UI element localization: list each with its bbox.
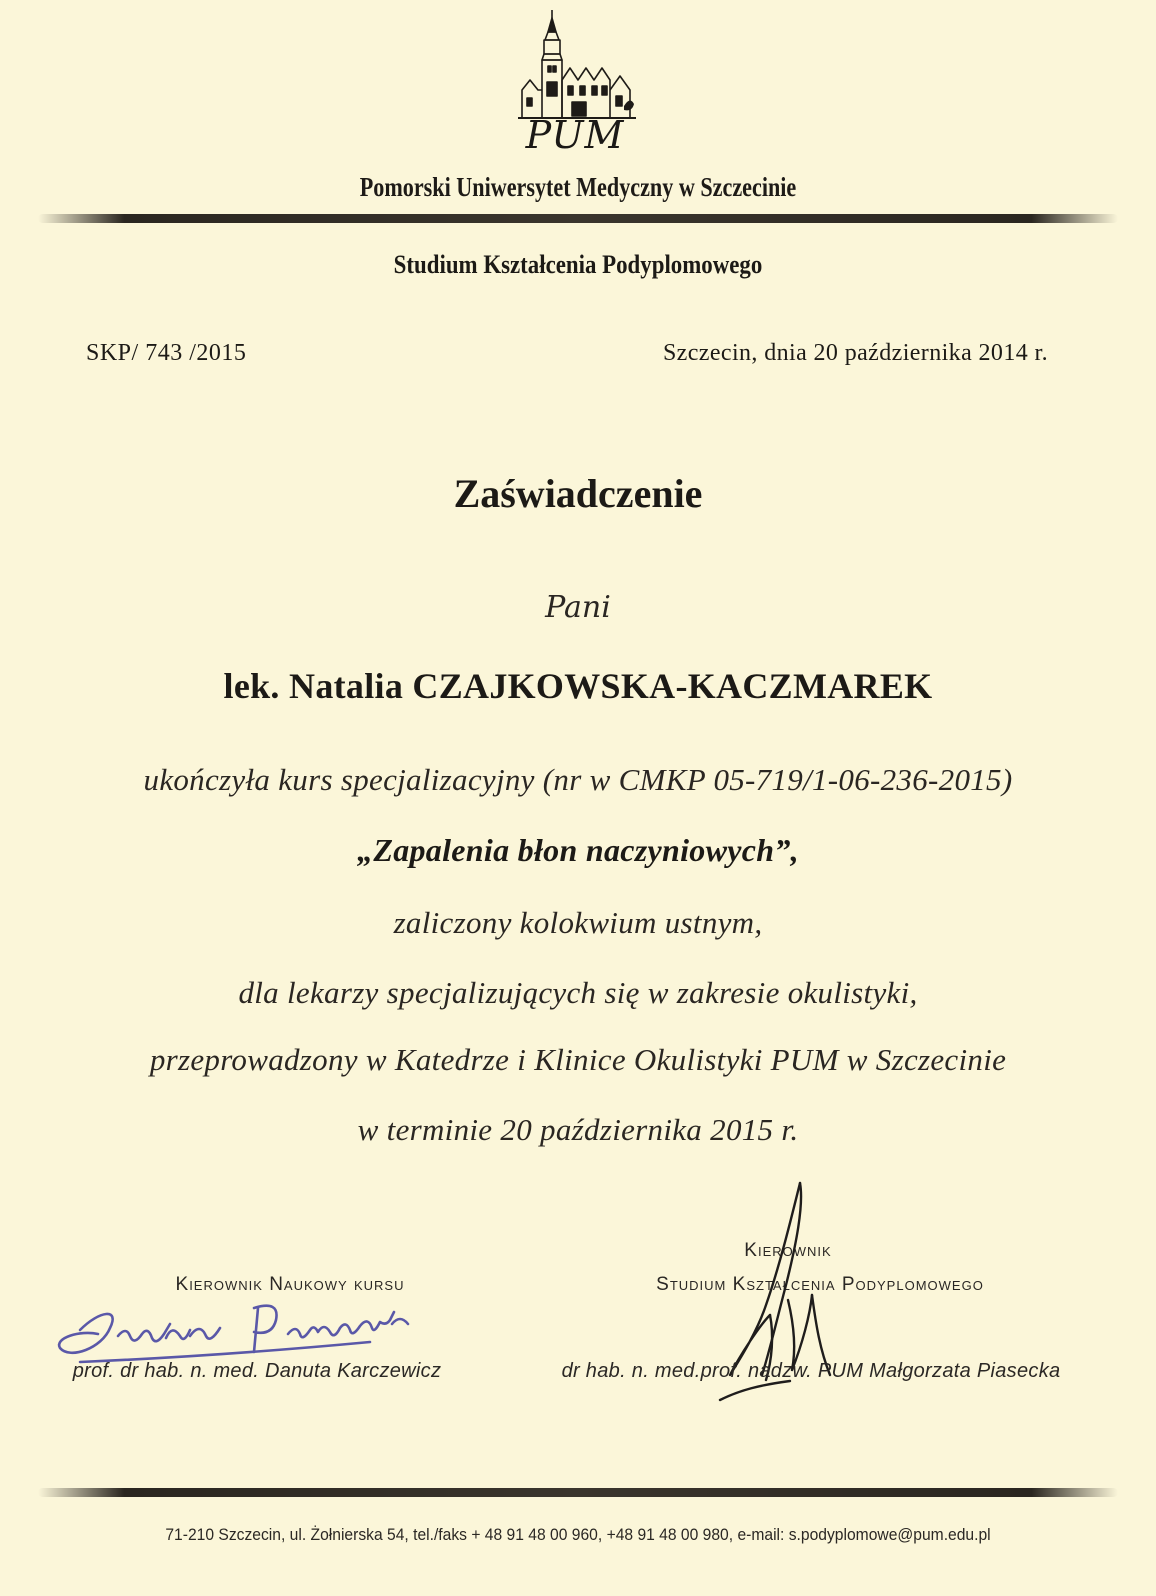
footer-contact: 71-210 Szczecin, ul. Żołnierska 54, tel./faks + 48 91 48 00 960, +48 91 48 00 980, e-mail: s.podyplomowe@pum.edu.pl <box>165 1525 991 1544</box>
place-and-date: Szczecin, dnia 20 października 2014 r. <box>662 340 1048 366</box>
university-name: Pomorski Uniwersytet Medyczny w Szczecinie <box>359 172 797 202</box>
university-logo-emblem <box>518 10 636 122</box>
right-signatory-name: dr hab. n. med.prof. nadzw. PUM Małgorzata Piasecka <box>561 1360 1061 1382</box>
venue-line: przeprowadzony w Katedrze i Klinice Okulistyki PUM w Szczecinie <box>149 1042 1007 1077</box>
term-line: w terminie 20 października 2015 r. <box>357 1112 799 1147</box>
university-logo-wordmark: PUM <box>525 113 625 157</box>
recipient-name: lek. Natalia CZAJKOWSKA-KACZMAREK <box>223 666 933 706</box>
course-title: „Zapalenia błon naczyniowych”, <box>357 832 799 868</box>
reference-number: SKP/ 743 /2015 <box>86 340 247 366</box>
left-signatory-name: prof. dr hab. n. med. Danuta Karczewicz <box>72 1360 442 1382</box>
department-name: Studium Kształcenia Podyplomowego <box>393 250 763 279</box>
header-divider <box>38 214 1118 223</box>
exam-line: zaliczony kolokwium ustnym, <box>393 905 763 940</box>
footer-divider <box>38 1488 1118 1497</box>
left-signatory-title: Kierownik Naukowy kursu <box>175 1274 405 1295</box>
document-title: Zaświadczenie <box>453 471 703 516</box>
right-signatory-title-line1: Kierownik <box>744 1240 832 1261</box>
audience-line: dla lekarzy specjalizujących się w zakresie okulistyki, <box>238 975 918 1010</box>
salutation: Pani <box>545 590 611 625</box>
right-signatory-title-line2: Studium Kształcenia Podyplomowego <box>656 1274 984 1295</box>
course-completion-line: ukończyła kurs specjalizacyjny (nr w CMKP 05-719/1-06-236-2015) <box>143 762 1013 797</box>
